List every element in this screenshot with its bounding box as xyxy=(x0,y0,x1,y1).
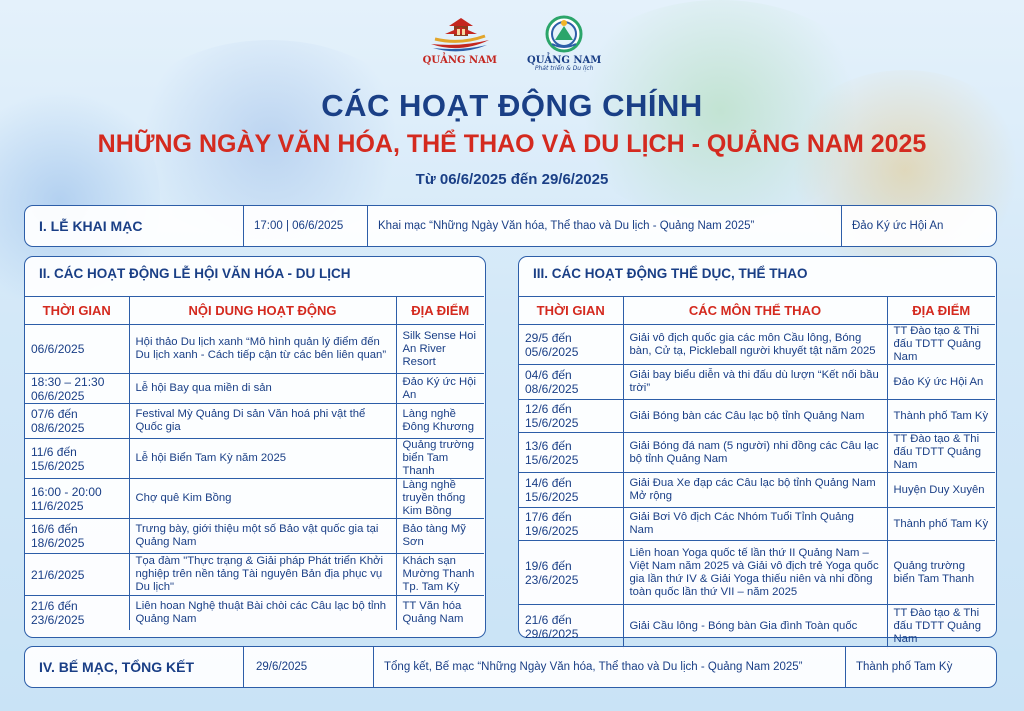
page-subtitle: NHỮNG NGÀY VĂN HÓA, THỂ THAO VÀ DU LỊCH - QUẢNG NAM 2025 xyxy=(97,130,927,158)
time-cell: 14/6 đến 15/6/2025 xyxy=(519,473,623,508)
time-cell: 17/6 đến 19/6/2025 xyxy=(519,508,623,541)
opening-place: Đảo Ký ức Hội An xyxy=(841,206,995,246)
opening-label: I. LỄ KHAI MẠC xyxy=(39,218,143,234)
activity-cell: Festival Mỳ Quảng Di sản Văn hoá phi vật thể Quốc gia xyxy=(129,404,396,439)
closing-time: 29/6/2025 xyxy=(243,647,373,687)
sports-section-title: III. CÁC HOẠT ĐỘNG THỂ DỤC, THỂ THAO xyxy=(533,266,808,281)
activity-cell: Lễ hội Biển Tam Kỳ năm 2025 xyxy=(129,439,396,479)
logo-right-slogan: Phát triển & Du lịch xyxy=(534,65,594,72)
activity-cell: Trưng bày, giới thiệu một số Bảo vật quốc gia tại Quảng Nam xyxy=(129,519,396,554)
pagoda-icon xyxy=(427,14,493,54)
place-cell: Huyện Duy Xuyên xyxy=(887,473,995,508)
opening-content: Khai mạc “Những Ngày Văn hóa, Thể thao và Du lịch - Quảng Nam 2025” xyxy=(367,206,841,246)
place-cell: Bảo tàng Mỹ Sơn xyxy=(396,519,484,554)
time-cell: 04/6 đến 08/6/2025 xyxy=(519,365,623,400)
time-cell: 18:30 – 21:30 06/6/2025 xyxy=(25,374,129,404)
culture-table xyxy=(25,296,484,630)
time-cell: 16/6 đến 18/6/2025 xyxy=(25,519,129,554)
logo-left-text: QUẢNG NAM xyxy=(422,55,497,66)
table-row xyxy=(519,400,995,433)
opening-section xyxy=(24,205,997,247)
place-cell: Thành phố Tam Kỳ xyxy=(887,508,995,541)
activity-cell: Giải Bơi Vô địch Các Nhóm Tuổi Tỉnh Quảng Nam xyxy=(623,508,887,541)
activity-cell: Giải bay biểu diễn và thi đấu dù lượn “Kết nối bầu trời” xyxy=(623,365,887,400)
time-cell: 07/6 đến 08/6/2025 xyxy=(25,404,129,439)
place-cell: Làng nghề truyền thống Kim Bồng xyxy=(396,479,484,519)
circle-emblem-icon xyxy=(542,14,586,54)
table-row xyxy=(25,554,484,596)
activity-cell: Giải Bóng bàn các Câu lạc bộ tỉnh Quảng Nam xyxy=(623,400,887,433)
logo-right-text: QUẢNG NAM xyxy=(527,55,602,66)
column-header: ĐỊA ĐIỂM xyxy=(396,297,484,325)
activity-cell: Liên hoan Yoga quốc tế lần thứ II Quảng Nam – Việt Nam năm 2025 và Giải vô địch trẻ Yoga quốc gia lần thứ IV & Giải Yoga thiếu niên và nhi đồng toàn quốc lần thứ VII – năm 2025 xyxy=(623,541,887,605)
column-header: THỜI GIAN xyxy=(519,297,623,325)
table-row xyxy=(519,605,995,649)
time-cell: 13/6 đến 15/6/2025 xyxy=(519,433,623,473)
time-cell: 21/6 đến 29/6/2025 xyxy=(519,605,623,649)
time-cell: 16:00 - 20:00 11/6/2025 xyxy=(25,479,129,519)
closing-label: IV. BẾ MẠC, TỔNG KẾT xyxy=(39,659,195,675)
closing-place: Thành phố Tam Kỳ xyxy=(845,647,995,687)
table-row xyxy=(519,541,995,605)
page-title: CÁC HOẠT ĐỘNG CHÍNH xyxy=(321,88,703,123)
place-cell: TT Đào tạo & Thi đấu TDTT Quảng Nam xyxy=(887,605,995,649)
table-row xyxy=(25,479,484,519)
culture-section-title: II. CÁC HOẠT ĐỘNG LỄ HỘI VĂN HÓA - DU LỊCH xyxy=(39,266,351,281)
table-row xyxy=(25,325,484,374)
quang-nam-logo-right xyxy=(527,14,601,72)
table-row xyxy=(25,596,484,630)
place-cell: TT Đào tạo & Thi đấu TDTT Quảng Nam xyxy=(887,325,995,365)
activity-cell: Tọa đàm "Thực trạng & Giải pháp Phát triển Khởi nghiệp trên nền tảng Tài nguyên Bản địa phục vụ Du lịch" xyxy=(129,554,396,596)
table-row xyxy=(25,374,484,404)
place-cell: Làng nghề Đông Khương xyxy=(396,404,484,439)
activity-cell: Chợ quê Kim Bồng xyxy=(129,479,396,519)
place-cell: Đảo Ký ức Hội An xyxy=(887,365,995,400)
table-row xyxy=(25,519,484,554)
opening-time: 17:00 | 06/6/2025 xyxy=(243,206,367,246)
place-cell: TT Văn hóa Quảng Nam xyxy=(396,596,484,630)
table-header-row xyxy=(25,297,484,325)
time-cell: 19/6 đến 23/6/2025 xyxy=(519,541,623,605)
place-cell: Khách sạn Mường Thanh Tp. Tam Kỳ xyxy=(396,554,484,596)
table-row xyxy=(519,433,995,473)
time-cell: 21/6 đến 23/6/2025 xyxy=(25,596,129,630)
table-row xyxy=(519,473,995,508)
sports-section xyxy=(518,256,997,646)
closing-content: Tổng kết, Bế mạc “Những Ngày Văn hóa, Thể thao và Du lịch - Quảng Nam 2025” xyxy=(373,647,845,687)
sports-table xyxy=(519,296,995,649)
time-cell: 06/6/2025 xyxy=(25,325,129,374)
quang-nam-logo-left xyxy=(423,14,497,72)
column-header: ĐỊA ĐIỂM xyxy=(887,297,995,325)
time-cell: 12/6 đến 15/6/2025 xyxy=(519,400,623,433)
culture-section xyxy=(24,256,486,638)
time-cell: 29/5 đến 05/6/2025 xyxy=(519,325,623,365)
place-cell: Thành phố Tam Kỳ xyxy=(887,400,995,433)
place-cell: Silk Sense Hoi An River Resort xyxy=(396,325,484,374)
table-row xyxy=(25,439,484,479)
activity-cell: Lễ hội Bay qua miền di sản xyxy=(129,374,396,404)
date-range: Từ 06/6/2025 đến 29/6/2025 xyxy=(415,171,609,188)
table-row xyxy=(25,404,484,439)
activity-cell: Giải Bóng đá nam (5 người) nhi đồng các Câu lạc bộ tỉnh Quảng Nam xyxy=(623,433,887,473)
table-header-row xyxy=(519,297,995,325)
activity-cell: Giải vô địch quốc gia các môn Cầu lông, Bóng bàn, Cử tạ, Pickleball người khuyết tật năm 2025 xyxy=(623,325,887,365)
activity-cell: Giải Đua Xe đạp các Câu lạc bộ tỉnh Quảng Nam Mở rộng xyxy=(623,473,887,508)
table-row xyxy=(519,365,995,400)
column-header: THỜI GIAN xyxy=(25,297,129,325)
time-cell: 21/6/2025 xyxy=(25,554,129,596)
time-cell: 11/6 đến 15/6/2025 xyxy=(25,439,129,479)
activity-cell: Giải Cầu lông - Bóng bàn Gia đình Toàn quốc xyxy=(623,605,887,649)
place-cell: Đảo Ký ức Hội An xyxy=(396,374,484,404)
logo-bar xyxy=(0,14,1024,72)
table-row xyxy=(519,508,995,541)
closing-section xyxy=(24,646,997,688)
place-cell: Quảng trường biển Tam Thanh xyxy=(396,439,484,479)
place-cell: Quảng trường biển Tam Thanh xyxy=(887,541,995,605)
activity-cell: Hội thảo Du lịch xanh “Mô hình quản lý điểm đến Du lịch xanh - Cách tiếp cận từ các bên liên quan” xyxy=(129,325,396,374)
activity-cell: Liên hoan Nghệ thuật Bài chòi các Câu lạc bộ tỉnh Quảng Nam xyxy=(129,596,396,630)
column-header: NỘI DUNG HOẠT ĐỘNG xyxy=(129,297,396,325)
column-header: CÁC MÔN THỂ THAO xyxy=(623,297,887,325)
place-cell: TT Đào tạo & Thi đấu TDTT Quảng Nam xyxy=(887,433,995,473)
table-row xyxy=(519,325,995,365)
